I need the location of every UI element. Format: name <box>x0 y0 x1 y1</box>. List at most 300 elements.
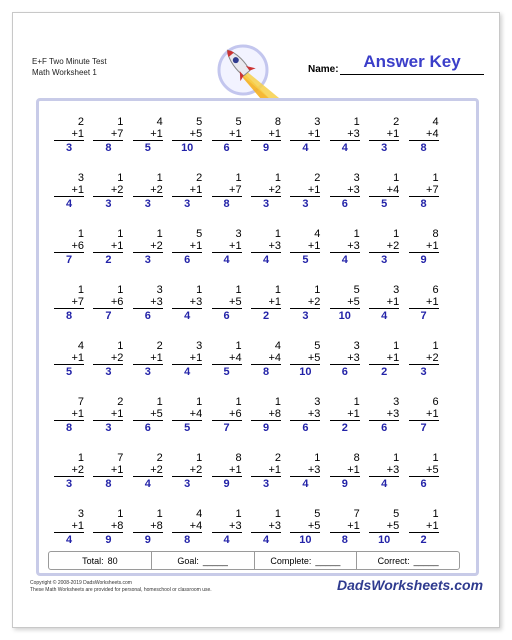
problem <box>251 228 281 266</box>
answer-key-heading: Answer Key <box>363 52 461 71</box>
problem-addend: +8 <box>251 408 281 421</box>
problem <box>409 508 439 546</box>
complete-label: Complete: <box>270 555 312 566</box>
problem-top-number: 1 <box>353 396 360 408</box>
problem-answer: 10 <box>299 366 312 378</box>
problem-top-number: 5 <box>196 116 203 128</box>
problem-addend: +1 <box>369 296 399 309</box>
problem-addend: +1 <box>409 408 439 421</box>
problem <box>409 452 439 490</box>
problem-answer: 2 <box>262 310 270 322</box>
problem <box>369 284 399 322</box>
problem <box>251 508 281 546</box>
problem <box>212 284 242 322</box>
problem-addend: +1 <box>212 464 242 477</box>
problem-addend: +1 <box>290 240 320 253</box>
problem-top-number: 4 <box>274 340 281 352</box>
problem-addend: +2 <box>93 352 123 365</box>
problem-answer: 2 <box>105 254 112 266</box>
problem-top-number: 3 <box>156 284 163 296</box>
problem-addend: +6 <box>93 296 123 309</box>
problem-top-number: 5 <box>314 340 321 352</box>
problem-answer: 4 <box>302 478 309 490</box>
problem <box>212 116 242 154</box>
problem-top-number: 1 <box>117 340 124 352</box>
problem-addend: +5 <box>172 128 202 141</box>
problem <box>330 284 360 322</box>
problem-answer: 4 <box>65 198 73 210</box>
problem <box>133 172 163 210</box>
problem <box>54 396 84 434</box>
problem-addend: +1 <box>54 520 84 533</box>
problem-addend: +1 <box>409 240 439 253</box>
problem-addend: +1 <box>369 128 399 141</box>
problem-addend: +3 <box>172 296 202 309</box>
problem-top-number: 8 <box>432 228 439 240</box>
problem <box>330 116 360 154</box>
problem-addend: +1 <box>133 352 163 365</box>
problem-answer: 7 <box>223 422 230 434</box>
problem-answer: 4 <box>184 366 191 378</box>
problem-answer: 10 <box>299 534 312 546</box>
problem-addend: +8 <box>133 520 163 533</box>
problem-addend: +1 <box>172 240 202 253</box>
problem <box>93 116 123 154</box>
problem-top-number: 1 <box>393 340 400 352</box>
problem-top-number: 1 <box>235 508 242 520</box>
problem <box>93 284 123 322</box>
problem-answer: 7 <box>65 254 73 266</box>
problem <box>290 172 320 210</box>
problem-answer: 10 <box>181 142 194 154</box>
problem-answer: 9 <box>262 422 270 434</box>
problem-addend: +1 <box>133 128 163 141</box>
problem <box>330 172 360 210</box>
problem <box>290 340 320 378</box>
problem-top-number: 1 <box>274 396 281 408</box>
problem-top-number: 6 <box>432 284 439 296</box>
problem-top-number: 3 <box>196 340 203 352</box>
complete-value: _____ <box>315 555 341 566</box>
problem-top-number: 5 <box>235 116 242 128</box>
problem-addend: +2 <box>133 240 163 253</box>
problem-answer: 5 <box>184 422 191 434</box>
problem <box>172 508 202 546</box>
problem-answer: 2 <box>341 422 348 434</box>
problem-answer: 4 <box>65 534 73 546</box>
problem <box>172 284 202 322</box>
problem <box>54 452 84 490</box>
problem <box>93 340 123 378</box>
problem <box>93 452 123 490</box>
problem <box>172 116 202 154</box>
problem-top-number: 1 <box>117 172 124 184</box>
problem-addend: +2 <box>251 184 281 197</box>
problem-top-number: 1 <box>353 228 360 240</box>
problem-top-number: 1 <box>77 284 84 296</box>
problem <box>133 228 163 266</box>
goal-value: _____ <box>202 555 228 566</box>
problem-answer: 3 <box>144 198 151 210</box>
problem-answer: 4 <box>144 478 151 490</box>
problem-answer: 4 <box>262 534 270 546</box>
problem-answer: 9 <box>223 478 230 490</box>
problem <box>251 172 281 210</box>
problem-addend: +3 <box>330 352 360 365</box>
problem-top-number: 1 <box>77 228 84 240</box>
goal-label: Goal: <box>177 555 199 566</box>
problem-addend: +3 <box>369 464 399 477</box>
problem-answer: 5 <box>65 366 73 378</box>
problem-answer: 6 <box>420 478 427 490</box>
problem-top-number: 1 <box>235 172 242 184</box>
problem <box>54 340 84 378</box>
problem-addend: +1 <box>409 296 439 309</box>
problem-answer: 4 <box>262 254 270 266</box>
problem <box>212 228 242 266</box>
problem-answer: 5 <box>144 142 151 154</box>
problem-answer: 9 <box>144 534 151 546</box>
problem-addend: +3 <box>251 520 281 533</box>
problem-answer: 3 <box>65 142 73 154</box>
problem-answer: 6 <box>223 142 230 154</box>
problem-top-number: 7 <box>353 508 360 520</box>
problem <box>172 172 202 210</box>
problem-answer: 3 <box>302 198 309 210</box>
total-value: 80 <box>107 555 118 566</box>
problem-top-number: 8 <box>353 452 360 464</box>
problem-top-number: 3 <box>353 172 360 184</box>
problem <box>133 396 163 434</box>
problem-top-number: 1 <box>235 340 242 352</box>
problem-top-number: 1 <box>353 116 360 128</box>
problem-top-number: 1 <box>274 172 281 184</box>
problem-top-number: 1 <box>196 284 203 296</box>
problem-top-number: 1 <box>274 228 281 240</box>
problem-addend: +1 <box>54 352 84 365</box>
problem-answer: 7 <box>420 310 427 322</box>
problem-addend: +5 <box>212 296 242 309</box>
problem <box>369 172 399 210</box>
problem-addend: +2 <box>172 464 202 477</box>
problem <box>212 172 242 210</box>
problem <box>369 452 399 490</box>
problem-answer: 4 <box>341 254 348 266</box>
problem-top-number: 1 <box>117 228 124 240</box>
problem-top-number: 5 <box>393 508 400 520</box>
problem-top-number: 1 <box>235 284 242 296</box>
problem-addend: +2 <box>54 464 84 477</box>
problem-answer: 3 <box>105 366 112 378</box>
problem-top-number: 2 <box>156 340 163 352</box>
problem-addend: +5 <box>133 408 163 421</box>
problem-top-number: 4 <box>314 228 321 240</box>
problem <box>409 116 439 154</box>
problem-answer: 7 <box>105 310 112 322</box>
problem <box>133 284 163 322</box>
problem-answer: 2 <box>420 534 427 546</box>
problem-answer: 6 <box>223 310 230 322</box>
problem-answer: 8 <box>420 198 427 210</box>
problem-top-number: 8 <box>235 452 242 464</box>
problem-top-number: 1 <box>117 116 124 128</box>
problem-addend: +3 <box>330 184 360 197</box>
problem <box>330 340 360 378</box>
problem-top-number: 1 <box>393 452 400 464</box>
problem-addend: +1 <box>251 296 281 309</box>
problem <box>251 340 281 378</box>
problem-addend: +1 <box>330 520 360 533</box>
problem <box>251 116 281 154</box>
problem-answer: 8 <box>105 478 112 490</box>
total-label: Total: <box>82 555 104 566</box>
problem-top-number: 1 <box>274 284 281 296</box>
problem-answer: 3 <box>65 478 73 490</box>
problem-top-number: 5 <box>353 284 360 296</box>
name-line[interactable] <box>340 74 484 75</box>
problem-addend: +3 <box>133 296 163 309</box>
problem <box>54 508 84 546</box>
problem <box>212 340 242 378</box>
problem-top-number: 1 <box>432 340 439 352</box>
problem-addend: +1 <box>409 520 439 533</box>
problem <box>172 396 202 434</box>
problem-addend: +4 <box>172 520 202 533</box>
problem-answer: 4 <box>381 310 388 322</box>
score-bar <box>48 551 460 570</box>
problem-addend: +1 <box>93 464 123 477</box>
problem-answer: 6 <box>184 254 191 266</box>
problem-top-number: 5 <box>196 228 203 240</box>
problem-addend: +1 <box>330 408 360 421</box>
problem-answer: 4 <box>341 142 348 154</box>
problem <box>330 228 360 266</box>
problem <box>409 228 439 266</box>
problem-top-number: 1 <box>156 396 163 408</box>
problem-top-number: 3 <box>353 340 360 352</box>
problem-addend: +5 <box>409 464 439 477</box>
problem-answer: 8 <box>65 310 73 322</box>
problem-addend: +1 <box>54 184 84 197</box>
problem <box>409 340 439 378</box>
problem-addend: +4 <box>212 352 242 365</box>
problem-top-number: 1 <box>196 396 203 408</box>
correct-value: _____ <box>413 555 439 566</box>
problem <box>409 284 439 322</box>
problem-top-number: 2 <box>314 172 321 184</box>
problem-answer: 6 <box>381 422 388 434</box>
problem-answer: 4 <box>302 142 309 154</box>
problem-answer: 10 <box>338 310 351 322</box>
problem-top-number: 6 <box>432 396 439 408</box>
problem-top-number: 8 <box>274 116 281 128</box>
problem-addend: +4 <box>251 352 281 365</box>
problem-answer: 10 <box>378 534 391 546</box>
problem-answer: 8 <box>184 534 191 546</box>
problem-top-number: 4 <box>156 116 163 128</box>
problem <box>172 452 202 490</box>
problem <box>93 172 123 210</box>
problem-top-number: 3 <box>77 172 84 184</box>
problem <box>93 228 123 266</box>
problem-answer: 3 <box>144 366 151 378</box>
problem-top-number: 1 <box>274 508 281 520</box>
problem-answer: 5 <box>381 198 388 210</box>
problem-answer: 6 <box>302 422 309 434</box>
problem <box>54 284 84 322</box>
problem <box>409 396 439 434</box>
problem-answer: 3 <box>262 478 270 490</box>
title-line-2: Math Worksheet 1 <box>32 68 97 77</box>
correct-cell[interactable] <box>357 552 459 569</box>
problem-top-number: 1 <box>77 452 84 464</box>
problem-addend: +1 <box>93 408 123 421</box>
problem-addend: +3 <box>330 128 360 141</box>
problem-answer: 6 <box>341 198 348 210</box>
problem-top-number: 1 <box>156 228 163 240</box>
problem-addend: +6 <box>212 408 242 421</box>
problem-addend: +1 <box>330 464 360 477</box>
problem-top-number: 1 <box>156 172 163 184</box>
problem-addend: +7 <box>54 296 84 309</box>
correct-label: Correct: <box>377 555 410 566</box>
problem <box>330 452 360 490</box>
problem-addend: +1 <box>290 184 320 197</box>
worksheet-title <box>32 56 107 78</box>
problem-addend: +5 <box>330 296 360 309</box>
problem-addend: +1 <box>54 408 84 421</box>
problem-answer: 3 <box>381 142 388 154</box>
problem-top-number: 2 <box>117 396 124 408</box>
problem-top-number: 3 <box>393 396 400 408</box>
problem-addend: +3 <box>212 520 242 533</box>
problem <box>290 508 320 546</box>
problem-addend: +1 <box>93 240 123 253</box>
problem-addend: +5 <box>369 520 399 533</box>
problem <box>172 340 202 378</box>
problem-answer: 9 <box>420 254 427 266</box>
problem-answer: 8 <box>341 534 348 546</box>
problem-top-number: 3 <box>314 396 321 408</box>
problem-top-number: 3 <box>77 508 84 520</box>
problem-answer: 6 <box>341 366 348 378</box>
problem-answer: 5 <box>223 366 230 378</box>
problem-answer: 4 <box>184 310 191 322</box>
problem-answer: 3 <box>420 366 427 378</box>
problem-addend: +3 <box>369 408 399 421</box>
problem-answer: 9 <box>262 142 270 154</box>
problem <box>330 396 360 434</box>
problem <box>290 284 320 322</box>
problem-top-number: 1 <box>314 452 321 464</box>
problem-top-number: 1 <box>393 228 400 240</box>
problem-addend: +4 <box>369 184 399 197</box>
problem-addend: +1 <box>54 128 84 141</box>
problem-top-number: 1 <box>432 508 439 520</box>
problem-answer: 9 <box>341 478 348 490</box>
problem <box>290 116 320 154</box>
problem-addend: +1 <box>251 128 281 141</box>
problem-answer: 3 <box>184 198 191 210</box>
problem-top-number: 1 <box>117 508 124 520</box>
problem-top-number: 2 <box>77 116 84 128</box>
problem <box>290 396 320 434</box>
problem-addend: +1 <box>172 352 202 365</box>
problem-answer: 8 <box>65 422 73 434</box>
problem <box>133 452 163 490</box>
problem-addend: +2 <box>290 296 320 309</box>
problem <box>133 508 163 546</box>
problem-addend: +3 <box>290 408 320 421</box>
problem-top-number: 1 <box>117 284 124 296</box>
complete-cell[interactable] <box>255 552 358 569</box>
problem-addend: +5 <box>290 352 320 365</box>
problem-addend: +1 <box>290 128 320 141</box>
problem-top-number: 5 <box>314 508 321 520</box>
problem-top-number: 1 <box>393 172 400 184</box>
problem-top-number: 2 <box>274 452 281 464</box>
problem-answer: 8 <box>262 366 270 378</box>
problem-top-number: 3 <box>314 116 321 128</box>
problem-addend: +7 <box>409 184 439 197</box>
problem-addend: +1 <box>172 184 202 197</box>
problem-addend: +7 <box>212 184 242 197</box>
problem <box>172 228 202 266</box>
problem <box>251 452 281 490</box>
problem-addend: +1 <box>369 352 399 365</box>
problem <box>369 396 399 434</box>
problem-addend: +2 <box>133 464 163 477</box>
problem-answer: 8 <box>223 198 230 210</box>
problem <box>212 396 242 434</box>
problem-answer: 3 <box>302 310 309 322</box>
problem <box>251 396 281 434</box>
problem <box>212 452 242 490</box>
problem-answer: 4 <box>223 254 230 266</box>
problem-top-number: 2 <box>196 172 203 184</box>
problem-addend: +2 <box>133 184 163 197</box>
problem-answer: 8 <box>105 142 112 154</box>
problem-top-number: 1 <box>235 396 242 408</box>
title-line-1: E+F Two Minute Test <box>32 57 107 66</box>
problem-answer: 3 <box>262 198 270 210</box>
problem <box>133 340 163 378</box>
problem-addend: +1 <box>212 240 242 253</box>
problem-top-number: 2 <box>393 116 400 128</box>
problem-answer: 2 <box>381 366 388 378</box>
problem <box>54 116 84 154</box>
problem-addend: +2 <box>369 240 399 253</box>
problems-panel <box>36 98 479 576</box>
problem-top-number: 2 <box>156 452 163 464</box>
usage-notice: These Math Worksheets are provided for personal, homeschool or classroom use. <box>30 587 212 593</box>
problem-top-number: 7 <box>77 396 84 408</box>
problem <box>369 228 399 266</box>
problem-answer: 6 <box>144 422 151 434</box>
name-label: Name: <box>308 64 339 75</box>
problem-answer: 5 <box>302 254 309 266</box>
problem <box>133 116 163 154</box>
problem-top-number: 4 <box>196 508 203 520</box>
problem-addend: +6 <box>54 240 84 253</box>
problem <box>93 508 123 546</box>
problem-addend: +2 <box>409 352 439 365</box>
problem <box>369 116 399 154</box>
problem-top-number: 7 <box>117 452 124 464</box>
goal-cell[interactable] <box>152 552 255 569</box>
problem-answer: 9 <box>105 534 112 546</box>
problem-answer: 3 <box>184 478 191 490</box>
